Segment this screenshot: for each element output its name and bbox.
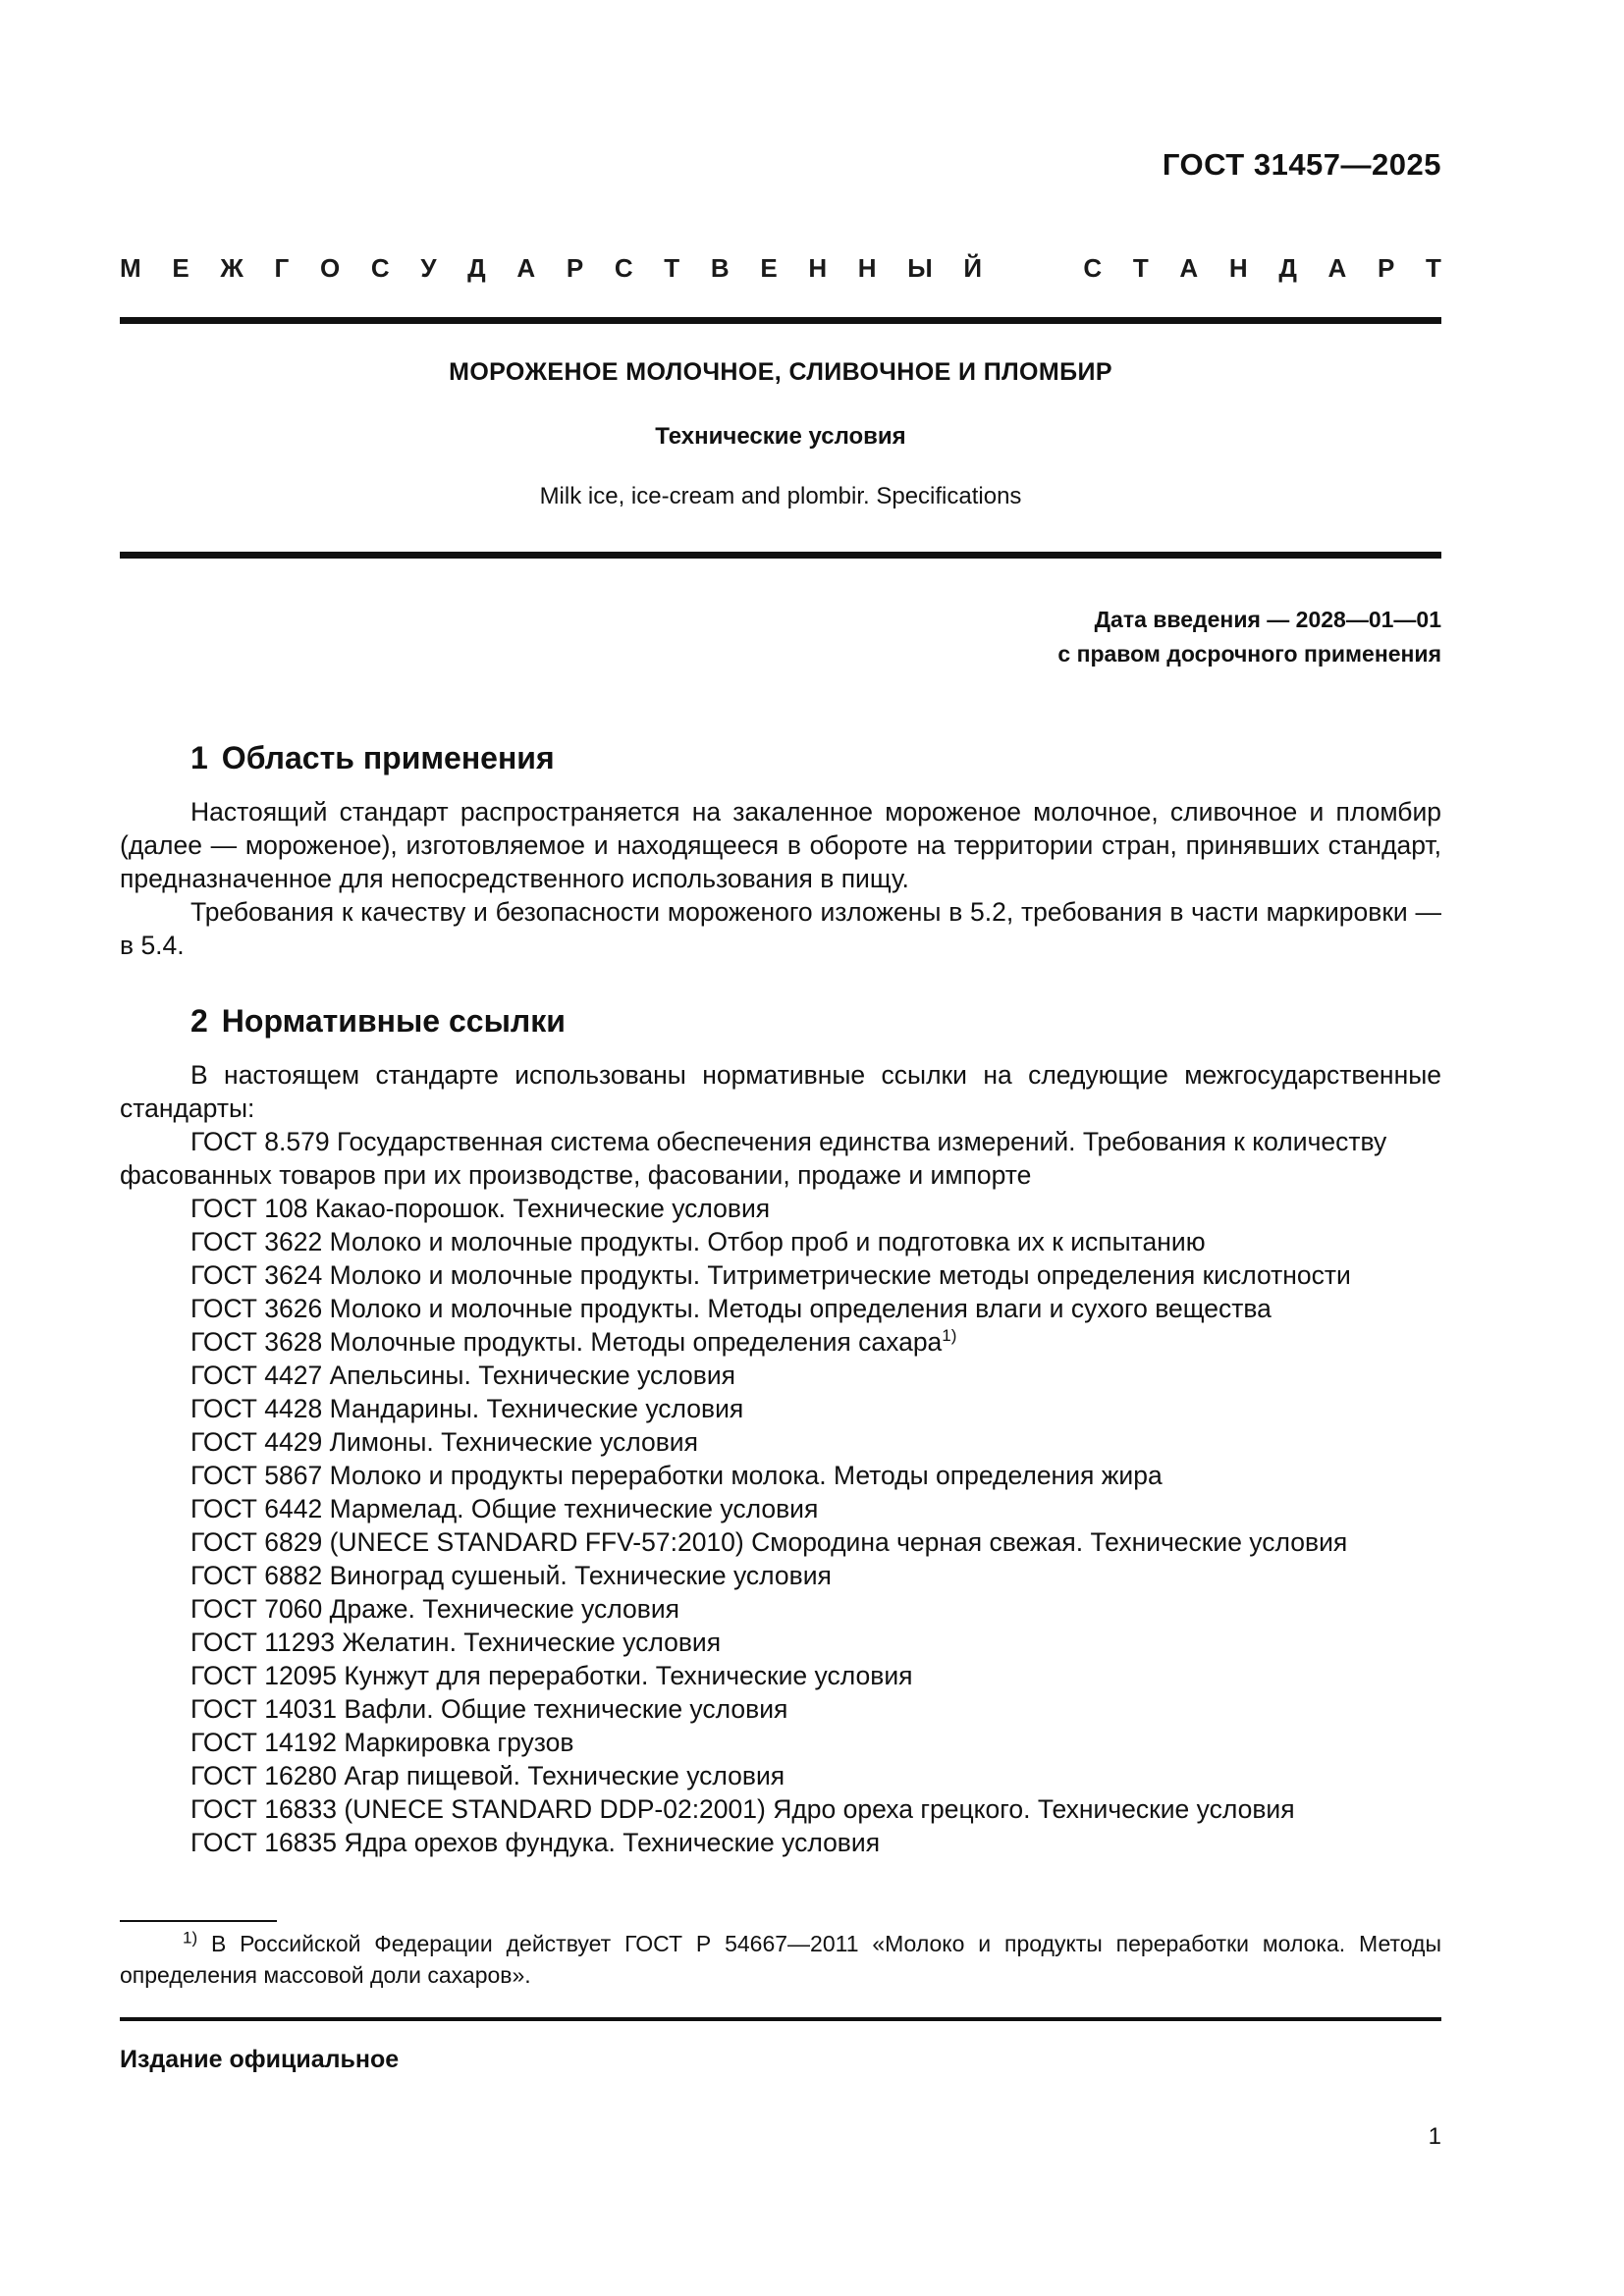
reference-text: ГОСТ 6882 Виноград сушеный. Технические условия	[190, 1561, 832, 1590]
reference-text: ГОСТ 3624 Молоко и молочные продукты. Титриметрические методы определения кислотности	[190, 1260, 1351, 1290]
banner-letter: Н	[808, 253, 828, 283]
footnote	[120, 1928, 1441, 1991]
reference-item	[120, 1626, 1441, 1659]
banner-letter: Й	[963, 253, 983, 283]
reference-text: ГОСТ 11293 Желатин. Технические условия	[190, 1628, 722, 1657]
footnote-mark: 1)	[183, 1928, 198, 1948]
section-2-title: Нормативные ссылки	[221, 1003, 566, 1039]
reference-item	[120, 1292, 1441, 1325]
introduction-date-block	[1057, 603, 1441, 671]
reference-text: ГОСТ 3628 Молочные продукты. Методы определения сахара	[190, 1327, 943, 1357]
reference-text: ГОСТ 4429 Лимоны. Технические условия	[190, 1427, 698, 1457]
banner-letter: У	[420, 253, 437, 283]
section-2-heading	[190, 1001, 1441, 1041]
banner-letter: С	[614, 253, 633, 283]
banner-letter: Г	[274, 253, 290, 283]
reference-item	[120, 1559, 1441, 1592]
reference-text: ГОСТ 108 Какао-порошок. Технические условия	[190, 1194, 771, 1223]
reference-text: ГОСТ 3622 Молоко и молочные продукты. Отбор проб и подготовка их к испытанию	[190, 1227, 1206, 1256]
banner-letter: Т	[1132, 253, 1149, 283]
section-2-intro: В настоящем стандарте использованы нормативные ссылки на следующие межгосударственные стандарты:	[120, 1060, 1441, 1123]
banner-letter: В	[710, 253, 730, 283]
banner-letter: Р	[1377, 253, 1395, 283]
reference-text: ГОСТ 12095 Кунжут для переработки. Технические условия	[190, 1661, 913, 1690]
section-1-paragraph-1: Настоящий стандарт распространяется на закаленное мороженое молочное, сливочное и пломбир (далее — мороженое), изготовляемое и находящееся в обороте на территории стран, принявших стандарт, предназначенное для непосредственного использования в пищу.	[120, 797, 1441, 893]
header-rule-bottom	[120, 552, 1441, 559]
document-title: МОРОЖЕНОЕ МОЛОЧНОЕ, СЛИВОЧНОЕ И ПЛОМБИР	[449, 358, 1112, 386]
document-body	[120, 738, 1441, 1859]
reference-item	[120, 1659, 1441, 1692]
banner-letter: М	[120, 253, 141, 283]
reference-text: ГОСТ 14031 Вафли. Общие технические условия	[190, 1694, 788, 1724]
banner-letter: Д	[467, 253, 486, 283]
reference-text: ГОСТ 6829 (UNECE STANDARD FFV-57:2010) Смородина черная свежая. Технические условия	[190, 1527, 1348, 1557]
reference-text: ГОСТ 8.579 Государственная система обеспечения единства измерений. Требования к количеству фасованных товаров при их производстве, фасовании, продаже и импорте	[120, 1127, 1387, 1190]
reference-text: ГОСТ 14192 Маркировка грузов	[190, 1728, 574, 1757]
reference-item	[120, 1759, 1441, 1792]
banner-letter: О	[319, 253, 341, 283]
banner-letter: Т	[1426, 253, 1441, 283]
section-2-number: 2	[190, 1003, 208, 1039]
normative-references-list	[120, 1125, 1441, 1859]
banner-letter: Т	[664, 253, 680, 283]
reference-item	[120, 1592, 1441, 1626]
header-rule-top	[120, 317, 1441, 324]
reference-item	[120, 1325, 1441, 1359]
banner-letter: Н	[857, 253, 877, 283]
reference-item	[120, 1692, 1441, 1726]
section-1-paragraph-2: Требования к качеству и безопасности мороженого изложены в 5.2, требования в части маркировки — в 5.4.	[120, 897, 1441, 960]
reference-item	[120, 1192, 1441, 1225]
document-title-english: Milk ice, ice-cream and plombir. Specifications	[539, 483, 1022, 509]
document-number: ГОСТ 31457—2025	[1162, 147, 1441, 182]
banner-word-gap	[1013, 253, 1053, 284]
document-subtitle: Технические условия	[655, 423, 906, 450]
banner-letter: Р	[566, 253, 584, 283]
banner-letter: А	[1327, 253, 1347, 283]
section-1-title: Область применения	[221, 740, 555, 775]
reference-item	[120, 1726, 1441, 1759]
reference-item	[120, 1826, 1441, 1859]
reference-item	[120, 1125, 1441, 1192]
reference-text: ГОСТ 16833 (UNECE STANDARD DDP-02:2001) Ядро ореха грецкого. Технические условия	[190, 1794, 1295, 1824]
banner-letter: С	[370, 253, 390, 283]
reference-item	[120, 1359, 1441, 1392]
reference-item	[120, 1792, 1441, 1826]
banner-letter: А	[1179, 253, 1199, 283]
reference-item	[120, 1492, 1441, 1525]
section-1-heading	[190, 738, 1441, 777]
reference-text: ГОСТ 5867 Молоко и продукты переработки молока. Методы определения жира	[190, 1461, 1163, 1490]
banner-letter: Ы	[907, 253, 933, 283]
banner-letter: Е	[760, 253, 778, 283]
early-application-note: с правом досрочного применения	[1057, 641, 1441, 667]
footnote-text: В Российской Федерации действует ГОСТ Р 54667—2011 «Молоко и продукты переработки молока. Методы определения массовой доли сахаров».	[120, 1931, 1441, 1988]
reference-text: ГОСТ 3626 Молоко и молочные продукты. Методы определения влаги и сухого вещества	[190, 1294, 1272, 1323]
reference-item	[120, 1459, 1441, 1492]
reference-text: ГОСТ 7060 Драже. Технические условия	[190, 1594, 679, 1624]
reference-text: ГОСТ 16280 Агар пищевой. Технические условия	[190, 1761, 785, 1790]
section-1-number: 1	[190, 740, 208, 775]
reference-text: ГОСТ 6442 Мармелад. Общие технические условия	[190, 1494, 819, 1523]
introduction-date: Дата введения — 2028—01—01	[1094, 607, 1441, 632]
page-number: 1	[1428, 2123, 1441, 2150]
reference-text: ГОСТ 16835 Ядра орехов фундука. Технические условия	[190, 1828, 881, 1857]
interstate-standard-banner	[120, 253, 1441, 284]
reference-item	[120, 1525, 1441, 1559]
reference-item	[120, 1258, 1441, 1292]
banner-letter: Ж	[220, 253, 244, 283]
banner-letter: С	[1083, 253, 1103, 283]
reference-text: ГОСТ 4427 Апельсины. Технические условия	[190, 1361, 735, 1390]
banner-letter: Е	[172, 253, 189, 283]
reference-item	[120, 1425, 1441, 1459]
reference-item	[120, 1392, 1441, 1425]
footnote-reference-mark: 1)	[942, 1326, 957, 1346]
footer-rule	[120, 2017, 1441, 2021]
footnote-separator	[120, 1920, 277, 1922]
banner-letter: А	[516, 253, 536, 283]
banner-letter: Н	[1228, 253, 1248, 283]
reference-text: ГОСТ 4428 Мандарины. Технические условия	[190, 1394, 744, 1423]
official-edition-label: Издание официальное	[120, 2046, 400, 2073]
reference-item	[120, 1225, 1441, 1258]
banner-letter: Д	[1278, 253, 1297, 283]
